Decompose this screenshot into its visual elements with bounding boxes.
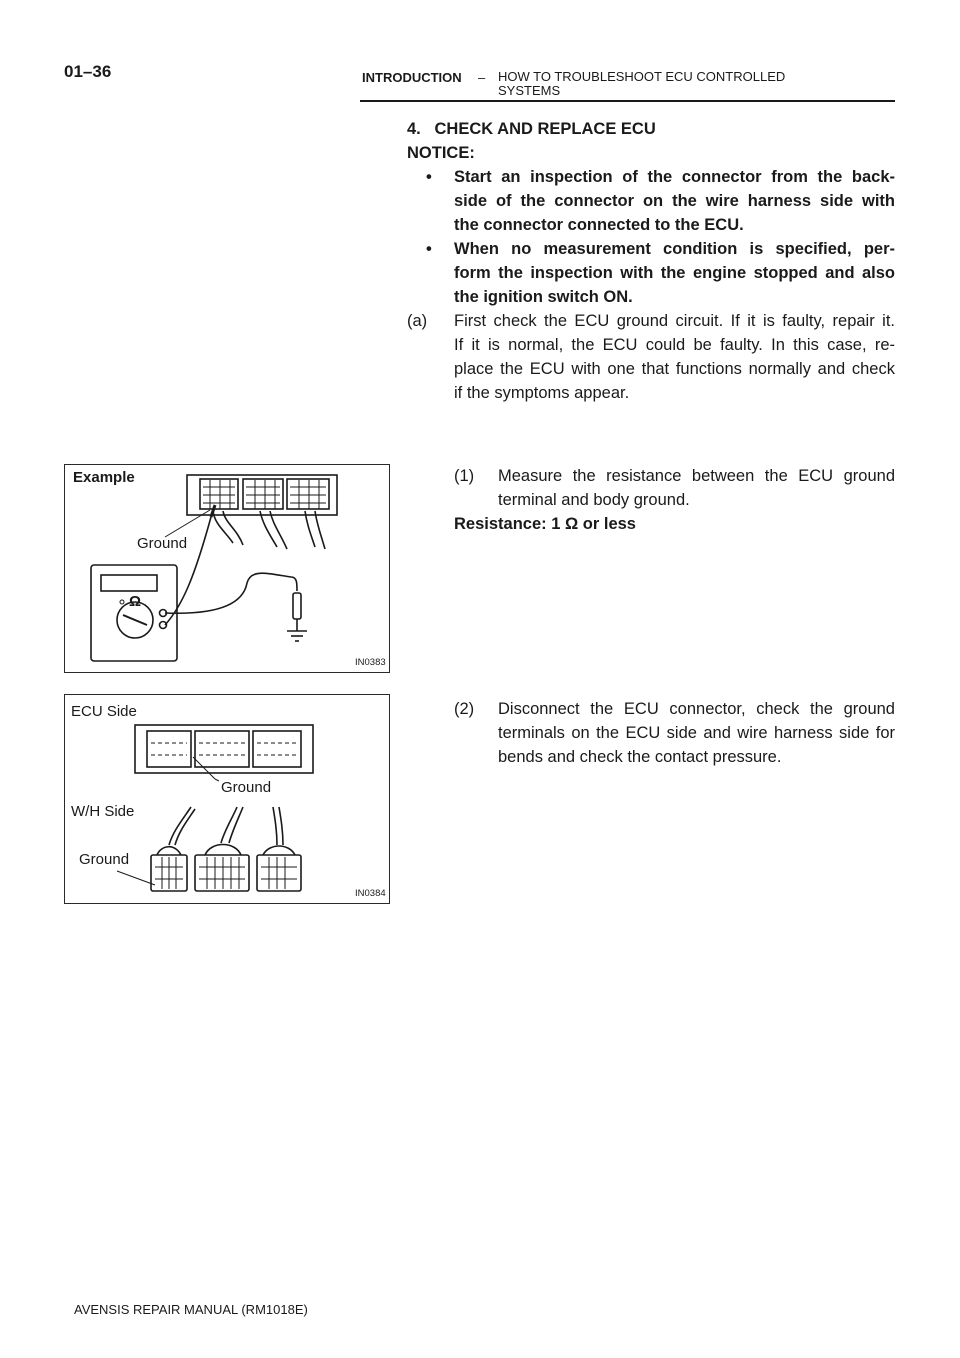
ecu-side-connector <box>135 725 313 773</box>
header-section: INTRODUCTION <box>362 70 462 85</box>
sub-2-line-1: Disconnect the ECU connector, check the ground <box>498 700 895 718</box>
figure-1-code: IN0383 <box>355 657 386 668</box>
sub-2-paragraph <box>498 697 895 769</box>
ecu-side-label: ECU Side <box>71 703 137 720</box>
harness-wire <box>305 511 315 547</box>
ground-probe <box>293 593 301 619</box>
resistance-spec: Resistance: 1 Ω or less <box>454 515 636 533</box>
connector-socket <box>147 731 191 767</box>
connector-socket <box>243 479 283 509</box>
sub-2-marker: (2) <box>454 700 475 718</box>
figure-ecu-connector-sides <box>64 694 390 904</box>
header-title-line-2: SYSTEMS <box>498 83 561 98</box>
header-dash: – <box>478 70 486 85</box>
harness-wire <box>169 807 191 845</box>
harness-wire <box>260 511 277 547</box>
connector-socket <box>200 479 238 509</box>
sub-a-line-4: if the symptoms appear. <box>454 384 630 402</box>
sub-1-line-2: terminal and body ground. <box>498 491 690 509</box>
connector-socket <box>253 731 301 767</box>
header-title-line-1: HOW TO TROUBLESHOOT ECU CONTROLLED <box>498 69 786 84</box>
multimeter-body <box>91 565 177 661</box>
bullet-1-line-1: Start an inspection of the connector from the back- <box>454 168 895 186</box>
figure-1-ground-label: Ground <box>137 535 188 552</box>
wh-side-ground-label: Ground <box>79 851 130 868</box>
sub-1-line-1: Measure the resistance between the ECU ground <box>498 467 895 485</box>
bullet-2-line-1: When no measurement condition is specified, per- <box>454 240 895 258</box>
sub-1-marker: (1) <box>454 467 475 485</box>
header-title <box>498 70 818 98</box>
figure-1-illustration <box>65 465 389 672</box>
step-heading: 4. CHECK AND REPLACE ECU <box>407 120 656 138</box>
footer-manual-title: AVENSIS REPAIR MANUAL (RM1018E) <box>74 1302 308 1317</box>
wh-side-connector <box>257 855 301 891</box>
sub-a-line-1: First check the ECU ground circuit. If it is faulty, repair it. <box>454 312 895 330</box>
sub-a-marker: (a) <box>407 312 428 330</box>
notice-bullet-1 <box>454 165 895 237</box>
bullet-2-line-2: form the inspection with the engine stopped and also <box>454 264 895 282</box>
header-rule <box>360 100 895 102</box>
multimeter-display <box>101 575 157 591</box>
sub-1-paragraph <box>498 464 895 512</box>
figure-2-code: IN0384 <box>355 888 386 899</box>
connector-socket <box>287 479 329 509</box>
sub-2-line-3: bends and check the contact pressure. <box>498 748 782 766</box>
bullet-marker: • <box>426 240 432 258</box>
harness-wire <box>273 807 277 845</box>
connector-socket <box>195 731 249 767</box>
figure-1-title: Example <box>73 469 135 486</box>
wh-side-label: W/H Side <box>71 803 135 820</box>
bullet-2-line-3: the ignition switch ON. <box>454 288 633 306</box>
bullet-1-line-2: side of the connector on the wire harness side with <box>454 192 895 210</box>
figure-2-illustration <box>65 695 389 903</box>
sub-2-line-2: terminals on the ECU side and wire harness side for <box>498 724 895 742</box>
ecu-side-ground-label: Ground <box>221 779 272 796</box>
figure-ecu-ground-measurement <box>64 464 390 673</box>
notice-bullet-2 <box>454 237 895 309</box>
sub-a-line-3: place the ECU with one that functions normally and check <box>454 360 895 378</box>
ohm-symbol: Ω <box>129 593 142 610</box>
bullet-1-line-3: the connector connected to the ECU. <box>454 216 744 234</box>
sub-a-paragraph <box>454 309 895 405</box>
bullet-marker: • <box>426 168 432 186</box>
sub-a-line-2: If it is normal, the ECU could be faulty. In this case, re- <box>454 336 895 354</box>
page-number: 01–36 <box>64 62 112 81</box>
notice-label: NOTICE: <box>407 144 475 162</box>
wh-side-connector <box>195 855 249 891</box>
